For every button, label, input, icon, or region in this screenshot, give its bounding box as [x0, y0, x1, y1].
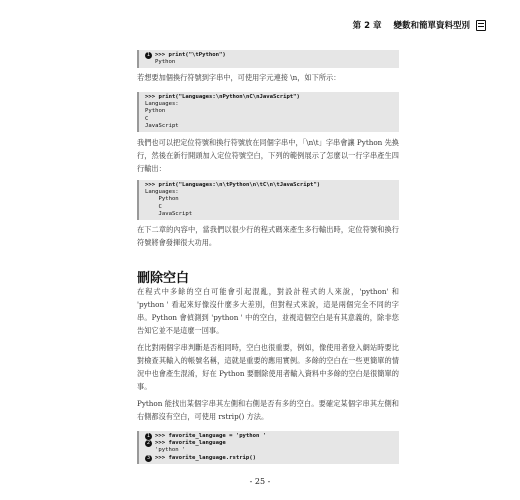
running-header: [353, 19, 486, 31]
code-line: >>> print("Languages:\n\tPython\n\tC\n\tJavaScript"): [145, 182, 321, 188]
code-line: [145, 440, 393, 447]
code-block-rstrip: [137, 431, 399, 464]
code-line: Python: [145, 196, 179, 203]
code-text: Python: [155, 59, 176, 66]
paragraph: 我們也可以把定位符號和換行符號放在同個字串中，「\n\t」字串會讓 Python 先換行，然後在新行開頭加入定位符號空白，下列的範例展示了怎麼以一行字串產生四行輸出：: [137, 138, 399, 173]
code-line: [145, 59, 393, 66]
code-text: >>> favorite_language.rstrip(): [155, 454, 257, 461]
code-block-newline-tab: [137, 180, 399, 220]
paragraph: 在程式中多餘的空白可能會引起混亂，對設計程式的人來說，'python' 和 'python ' 看起來好像沒什麼多大差別，但對程式來說，這是兩個完全不同的字串。Python 會偵測到 'python ' 中的空白，並視這個空白是有其意義的，除非您告知它並不是這麼一回事。: [137, 287, 399, 335]
paragraph: 若想要加個換行符號到字串中，可使用字元連接 \n，如下所示：: [137, 73, 341, 82]
code-line: JavaScript: [145, 210, 193, 217]
code-line: >>> print("Languages:\nPython\nC\nJavaScript"): [145, 94, 300, 100]
code-line: [145, 52, 393, 59]
paragraph: 在下二章的內容中，當我們以很少行的程式碼來產生多行輸出時，定位符號和換行符號將會發揮很大功用。: [137, 225, 399, 247]
code-block-tab: [137, 50, 399, 68]
callout-marker: 1: [146, 52, 151, 59]
chapter-title: 變數和簡單資料型別: [393, 21, 470, 31]
page-number: - 25 -: [249, 477, 271, 486]
code-text: >>> print("\tPython"): [155, 52, 226, 58]
callout-marker: 2: [146, 440, 151, 447]
callout-marker: 1: [146, 433, 151, 440]
code-line: [145, 455, 393, 462]
code-line: [145, 447, 393, 454]
chapter-number: 第 2 章: [352, 21, 382, 31]
code-line: Python: [145, 108, 166, 115]
paragraph: 在比對兩個字串判斷是否相同時，空白也很重要，例如，像使用者登入網站時要比對檢查其輸入的帳號名稱，這就是重要的應用實例。多餘的空白在一些更簡單的情況中也會產生混淆，好在 Python 要刪除使用者輸入資料中多餘的空白是很簡單的事。: [137, 343, 399, 391]
code-line: JavaScript: [145, 122, 179, 129]
code-line: C: [145, 203, 162, 210]
code-line: C: [145, 115, 149, 122]
code-line: [145, 433, 393, 440]
code-line: Languages:: [145, 101, 179, 108]
code-block-newline: [137, 92, 399, 132]
paragraph: Python 能找出某個字串其左側和右側是否有多的空白。要確定某個字串其左側和右側都沒有空白，可使用 rstrip() 方法。: [137, 399, 399, 421]
code-line: Languages:: [145, 189, 179, 196]
code-text: >>> favorite_language = 'python ': [155, 433, 267, 439]
code-text: >>> favorite_language: [155, 440, 226, 447]
section-heading: 刪除空白: [137, 271, 190, 286]
book-icon: [476, 20, 486, 31]
code-text: 'python ': [155, 447, 186, 454]
callout-marker: 3: [146, 454, 151, 461]
